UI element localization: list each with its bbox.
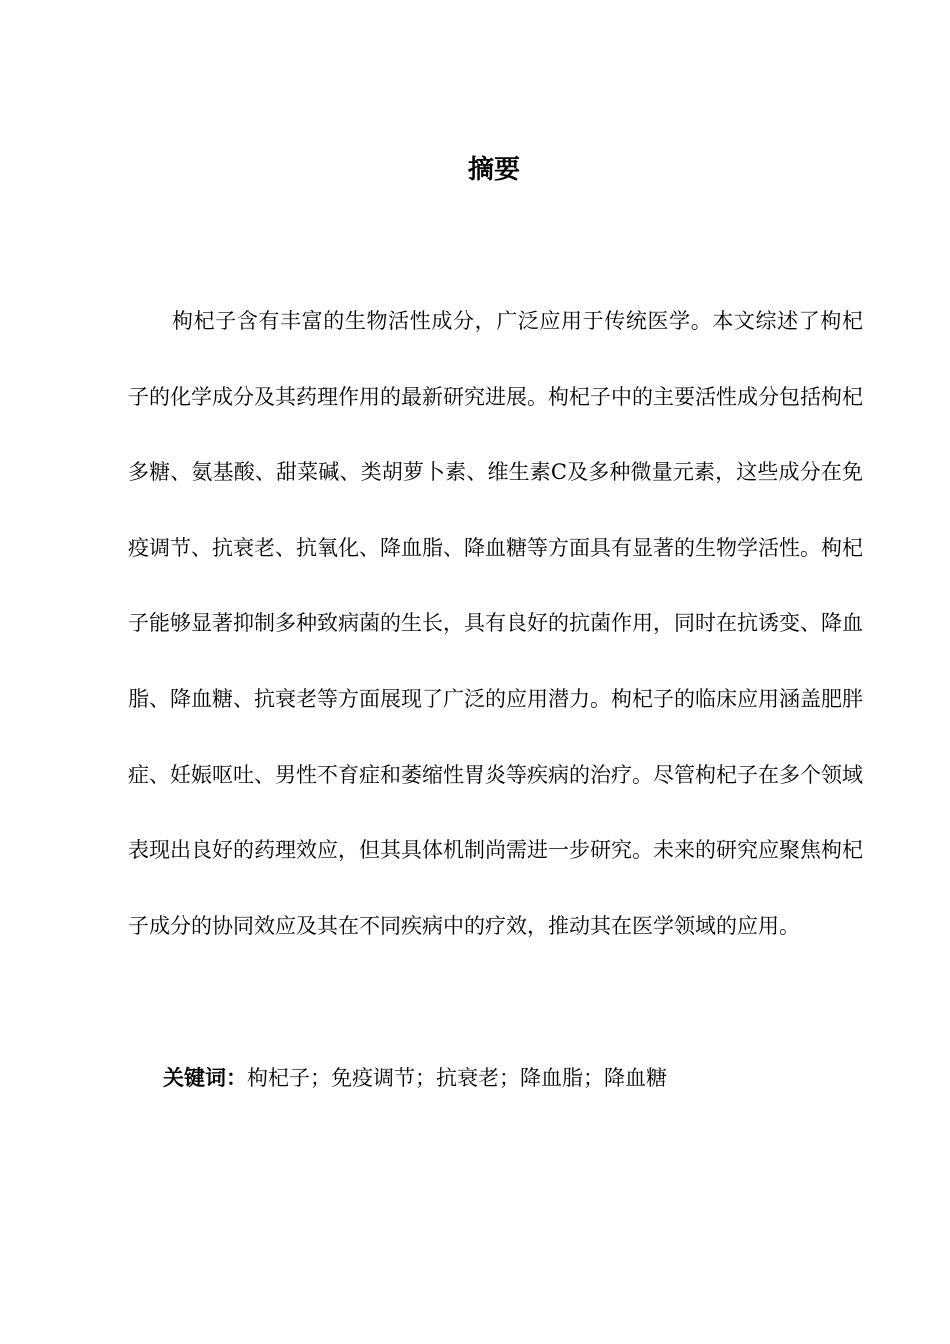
keywords-label: 关键词： <box>163 1066 247 1090</box>
page-title: 摘要 <box>467 155 520 185</box>
abstract-paragraph: 枸杞子含有丰富的生物活性成分，广泛应用于传统医学。本文综述了枸杞子的化学成分及其药理作用的最新研究进展。枸杞子中的主要活性成分包括枸杞多糖、氨基酸、甜菜碱、类胡萝卜素、维生素C及多种微量元素，这些成分在免疫调节、抗衰老、抗氧化、降血脂、降血糖等方面具有显著的生物学活性。枸杞子能够显著抑制多种致病菌的生长，具有良好的抗菌作用，同时在抗诱变、降血脂、降血糖、抗衰老等方面展现了广泛的应用潜力。枸杞子的临床应用涵盖肥胖症、妊娠呕吐、男性不育症和萎缩性胃炎等疾病的治疗。尽管枸杞子在多个领域表现出良好的药理效应，但其具体机制尚需进一步研究。未来的研究应聚焦枸杞子成分的协同效应及其在不同疾病中的疗效，推动其在医学领域的应用。 <box>128 309 863 938</box>
keywords-line <box>163 1060 863 1096</box>
keywords-text: 枸杞子；免疫调节；抗衰老；降血脂；降血糖 <box>247 1066 667 1090</box>
